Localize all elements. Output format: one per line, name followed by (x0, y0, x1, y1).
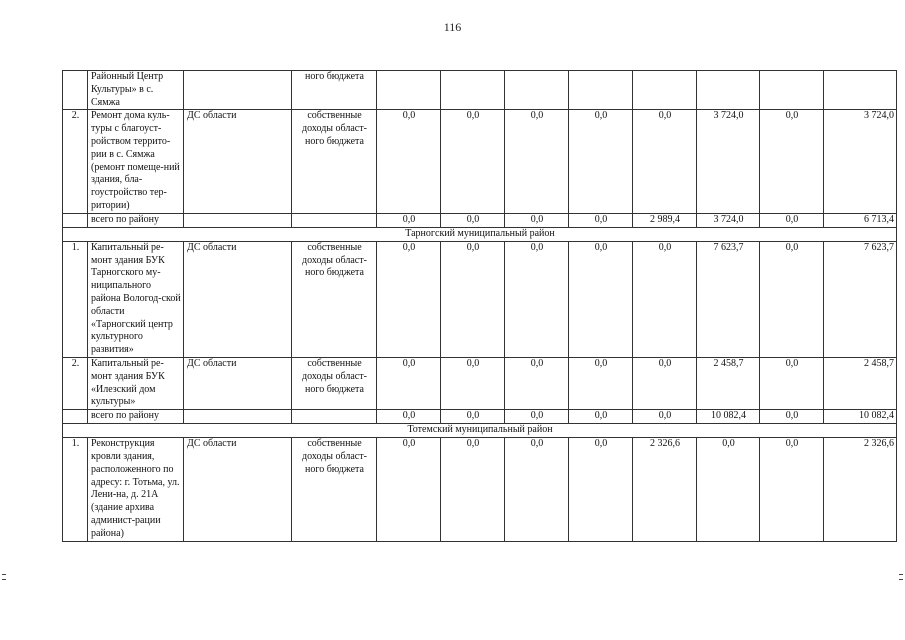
object-name: Реконструкция кровли здания, расположенного по адресу: г. Тотьма, ул. Лени-на, д. 21А (здание архива админист-рации района) (88, 438, 184, 541)
funding-cell (292, 213, 377, 227)
funding-cell (292, 410, 377, 424)
scan-mark-left (2, 574, 6, 575)
value-cell: 0,0 (760, 110, 824, 213)
table-row (63, 110, 897, 213)
budget-table (62, 70, 897, 542)
value-cell: 0,0 (441, 357, 505, 409)
row-index (63, 410, 88, 424)
source-cell (184, 410, 292, 424)
object-name: Ремонт дома куль-туры с благоуст-ройством террито-рии в с. Сямжа (ремонт помеще-ний здания, бла-гоустройство тер-ритории) (88, 110, 184, 213)
value-cell: 0,0 (569, 438, 633, 541)
row-index (63, 71, 88, 110)
value-cell: 0,0 (441, 241, 505, 357)
value-cell (633, 71, 697, 110)
value-cell: 3 724,0 (697, 110, 760, 213)
subtotal-row (63, 410, 897, 424)
value-cell: 0,0 (760, 241, 824, 357)
table-row (63, 357, 897, 409)
value-cell (569, 71, 633, 110)
value-cell (441, 71, 505, 110)
page-number: 116 (443, 20, 462, 34)
source-cell: ДС области (184, 241, 292, 357)
source-cell (184, 71, 292, 110)
value-cell: 0,0 (377, 410, 441, 424)
district-name: Тотемский муниципальный район (63, 424, 897, 438)
table-row (63, 71, 897, 110)
value-cell (377, 71, 441, 110)
value-cell: 0,0 (633, 410, 697, 424)
value-cell (697, 71, 760, 110)
table-row (63, 241, 897, 357)
total-cell (824, 71, 897, 110)
value-cell: 0,0 (569, 241, 633, 357)
value-cell: 0,0 (569, 213, 633, 227)
value-cell: 0,0 (377, 438, 441, 541)
row-index: 1. (63, 241, 88, 357)
value-cell: 0,0 (760, 357, 824, 409)
row-index: 1. (63, 438, 88, 541)
value-cell: 10 082,4 (697, 410, 760, 424)
value-cell: 0,0 (505, 357, 569, 409)
row-index (63, 213, 88, 227)
value-cell: 0,0 (633, 241, 697, 357)
value-cell (760, 71, 824, 110)
value-cell: 0,0 (441, 438, 505, 541)
value-cell: 0,0 (760, 410, 824, 424)
total-cell: 2 326,6 (824, 438, 897, 541)
district-header (63, 227, 897, 241)
row-index: 2. (63, 357, 88, 409)
scan-mark-right (899, 574, 903, 575)
row-index: 2. (63, 110, 88, 213)
total-cell: 3 724,0 (824, 110, 897, 213)
value-cell: 0,0 (377, 110, 441, 213)
object-name: Капитальный ре-монт здания БУК «Илезский дом культуры» (88, 357, 184, 409)
value-cell: 3 724,0 (697, 213, 760, 227)
total-cell: 6 713,4 (824, 213, 897, 227)
value-cell: 2 458,7 (697, 357, 760, 409)
value-cell: 0,0 (569, 357, 633, 409)
total-cell: 7 623,7 (824, 241, 897, 357)
value-cell (505, 71, 569, 110)
value-cell: 0,0 (441, 410, 505, 424)
value-cell: 2 326,6 (633, 438, 697, 541)
funding-cell: собственные доходы област-ного бюджета (292, 241, 377, 357)
value-cell: 0,0 (697, 438, 760, 541)
district-name: Тарногский муниципальный район (63, 227, 897, 241)
value-cell: 0,0 (760, 438, 824, 541)
value-cell: 0,0 (505, 438, 569, 541)
value-cell: 2 989,4 (633, 213, 697, 227)
scan-mark-right (899, 579, 903, 580)
value-cell: 0,0 (441, 110, 505, 213)
source-cell: ДС области (184, 110, 292, 213)
funding-cell: собственные доходы област-ного бюджета (292, 438, 377, 541)
value-cell: 0,0 (505, 110, 569, 213)
value-cell: 0,0 (377, 357, 441, 409)
funding-cell: собственные доходы област-ного бюджета (292, 110, 377, 213)
value-cell: 0,0 (441, 213, 505, 227)
scan-mark-left (2, 579, 6, 580)
value-cell: 0,0 (633, 357, 697, 409)
value-cell: 0,0 (505, 410, 569, 424)
subtotal-row (63, 213, 897, 227)
funding-cell: ного бюджета (292, 71, 377, 110)
value-cell: 0,0 (569, 110, 633, 213)
district-header (63, 424, 897, 438)
source-cell (184, 213, 292, 227)
object-name: Районный Центр Культуры» в с. Сямжа (88, 71, 184, 110)
value-cell: 0,0 (377, 241, 441, 357)
total-cell: 10 082,4 (824, 410, 897, 424)
funding-cell: собственные доходы област-ного бюджета (292, 357, 377, 409)
total-cell: 2 458,7 (824, 357, 897, 409)
object-name: Капитальный ре-монт здания БУК Тарногского му-ниципального района Вологод-ской области «Тарногский центр культурного развития» (88, 241, 184, 357)
subtotal-label: всего по району (88, 213, 184, 227)
value-cell: 0,0 (633, 110, 697, 213)
value-cell: 0,0 (569, 410, 633, 424)
value-cell: 0,0 (505, 213, 569, 227)
subtotal-label: всего по району (88, 410, 184, 424)
value-cell: 0,0 (505, 241, 569, 357)
source-cell: ДС области (184, 357, 292, 409)
value-cell: 0,0 (377, 213, 441, 227)
source-cell: ДС области (184, 438, 292, 541)
value-cell: 0,0 (760, 213, 824, 227)
table-row (63, 438, 897, 541)
value-cell: 7 623,7 (697, 241, 760, 357)
